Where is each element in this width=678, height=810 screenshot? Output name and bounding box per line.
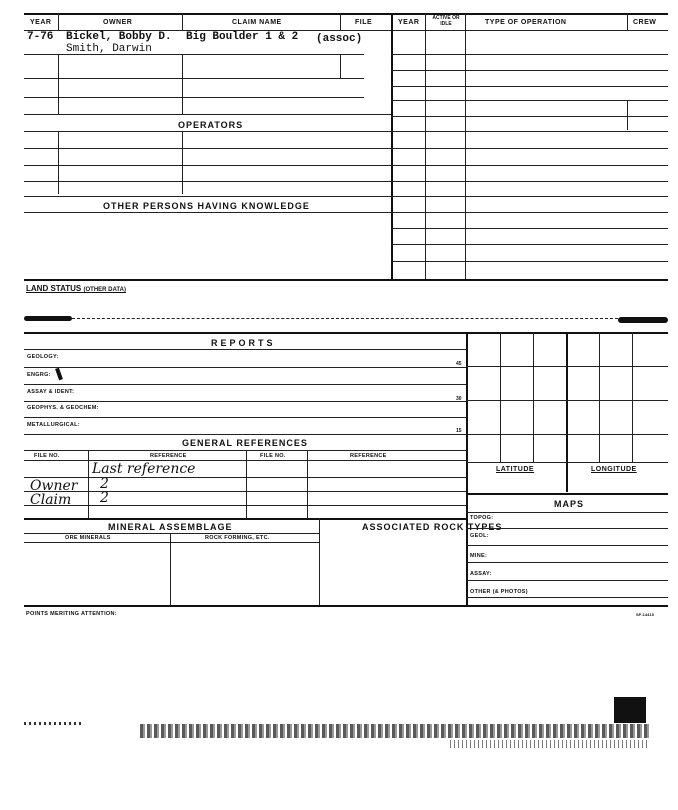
smudge	[618, 317, 668, 323]
row-rule	[24, 212, 391, 213]
row-rule	[24, 505, 466, 506]
row-rule	[24, 165, 391, 166]
handwritten-claim-value: 2	[100, 490, 109, 506]
row-rule	[391, 196, 668, 197]
divider	[307, 450, 308, 518]
row-rule	[391, 228, 668, 229]
report-label-geophys: GEOPHYS. & GEOCHEM:	[27, 405, 99, 411]
row-rule	[24, 401, 466, 402]
divider	[58, 54, 59, 114]
land-status-title: LAND STATUS	[26, 284, 82, 293]
divider	[340, 13, 341, 30]
operators-title: OPERATORS	[178, 120, 244, 130]
entry-claim-note: (assoc)	[316, 33, 363, 45]
grid-line	[466, 366, 668, 367]
row-rule	[466, 597, 668, 598]
smudge	[24, 316, 72, 321]
ore-minerals-header: ORE MINERALS	[65, 535, 111, 541]
grid-line	[599, 332, 600, 462]
divider	[319, 518, 320, 605]
report-num: 15	[456, 428, 462, 434]
scan-noise	[140, 724, 650, 738]
row-rule	[24, 196, 391, 197]
grid-line	[566, 332, 568, 492]
divider	[340, 54, 341, 79]
maps-title: MAPS	[554, 499, 585, 509]
map-assay-label: ASSAY:	[470, 571, 492, 577]
center-divider	[466, 332, 468, 605]
row-rule	[391, 86, 668, 87]
entry-year: 7-76	[27, 31, 54, 43]
gr-reference2-header: REFERENCE	[350, 453, 387, 459]
gr-file-no2-header: FILE NO.	[260, 453, 286, 459]
row-rule	[24, 78, 364, 79]
longitude-label: LONGITUDE	[591, 466, 637, 473]
row-rule	[466, 580, 668, 581]
section-rule	[24, 518, 466, 520]
row-rule	[24, 97, 364, 98]
divider	[627, 100, 628, 130]
row-rule	[466, 562, 668, 563]
section-rule	[24, 279, 668, 281]
map-mine-label: MINE:	[470, 553, 488, 559]
gr-file-no-header: FILE NO.	[34, 453, 60, 459]
row-rule	[466, 512, 668, 513]
scan-mark	[614, 697, 646, 723]
report-label-assay: ASSAY & IDENT:	[27, 389, 75, 395]
row-rule	[24, 131, 391, 132]
scan-noise	[24, 722, 84, 725]
row-rule	[391, 261, 668, 262]
row-rule	[24, 450, 466, 451]
row-rule	[24, 114, 391, 115]
entry-owner-2: Smith, Darwin	[66, 43, 152, 55]
col-file-header: FILE	[355, 19, 373, 26]
row-rule	[466, 545, 668, 546]
row-rule	[391, 131, 668, 132]
row-rule	[24, 533, 319, 534]
row-rule	[24, 460, 466, 461]
report-label-geology: GEOLOGY:	[27, 354, 59, 360]
row-rule	[24, 148, 391, 149]
grid-line	[466, 462, 668, 463]
row-rule	[24, 491, 466, 492]
scan-noise	[450, 740, 650, 748]
gr-reference-header: REFERENCE	[150, 453, 187, 459]
row-rule	[391, 244, 668, 245]
row-rule	[391, 165, 668, 166]
col-year-header: YEAR	[30, 19, 52, 26]
map-geol-label: GEOL:	[470, 533, 489, 539]
section-rule	[24, 332, 668, 334]
general-references-title: GENERAL REFERENCES	[182, 438, 308, 448]
col-year2-header: YEAR	[398, 19, 420, 26]
entry-owner: Bickel, Bobby D.	[66, 31, 172, 43]
grid-line	[466, 434, 668, 435]
divider	[182, 54, 183, 114]
center-divider	[391, 13, 393, 279]
handwritten-reference: Last reference	[92, 461, 196, 477]
row-rule	[391, 181, 668, 182]
row-rule	[24, 181, 391, 182]
report-label-metallurgical: METALLURGICAL:	[27, 422, 80, 428]
divider	[182, 131, 183, 194]
col-type-of-operation-header: TYPE OF OPERATION	[485, 19, 567, 26]
col-owner-header: OWNER	[103, 19, 133, 26]
reports-title: REPORTS	[211, 338, 276, 348]
report-num: 45	[456, 361, 462, 367]
map-other-label: OTHER (& PHOTOS)	[470, 589, 528, 595]
row-rule	[24, 542, 319, 543]
row-rule	[24, 477, 466, 478]
col-active-idle-header: ACTIVE OR IDLE	[432, 15, 460, 27]
row-rule	[24, 384, 466, 385]
row-rule	[24, 54, 364, 55]
row-rule	[466, 528, 668, 529]
rock-forming-header: ROCK FORMING, ETC.	[205, 535, 270, 541]
row-rule	[391, 148, 668, 149]
points-meriting-attention-label: POINTS MERITING ATTENTION:	[26, 611, 117, 617]
associated-rock-types-title: ASSOCIATED ROCK TYPES	[362, 522, 503, 532]
land-status-label	[26, 284, 126, 293]
dashed-rule	[72, 318, 618, 319]
divider	[88, 450, 89, 518]
other-persons-title: OTHER PERSONS HAVING KNOWLEDGE	[103, 201, 310, 211]
entry-claim-name: Big Boulder 1 & 2	[186, 31, 299, 43]
divider	[182, 13, 183, 30]
row-rule	[24, 367, 466, 368]
map-topog-label: TOPOG:	[470, 515, 494, 521]
form-code: SP-14415	[636, 612, 654, 617]
divider	[246, 450, 247, 518]
grid-line	[500, 332, 501, 462]
divider	[170, 533, 171, 605]
latitude-label: LATITUDE	[496, 466, 535, 473]
divider	[465, 13, 466, 279]
grid-line	[632, 332, 633, 462]
report-label-engrg: ENGRG:	[27, 372, 51, 378]
divider	[627, 13, 628, 30]
row-rule	[391, 54, 668, 55]
col-crew-header: CREW	[633, 19, 657, 26]
grid-line	[466, 400, 668, 401]
section-rule	[466, 493, 668, 495]
divider	[425, 13, 426, 279]
ink-mark	[55, 368, 63, 381]
divider	[58, 13, 59, 30]
top-rule	[24, 13, 668, 15]
section-rule	[24, 605, 668, 607]
report-num: 30	[456, 396, 462, 402]
handwritten-owner: Owner	[30, 478, 78, 494]
row-rule	[391, 212, 668, 213]
row-rule	[391, 70, 668, 71]
col-claim-name-header: CLAIM NAME	[232, 19, 282, 26]
row-rule	[24, 349, 466, 350]
row-rule	[24, 417, 466, 418]
handwritten-claim: Claim	[30, 492, 72, 508]
land-status-sub: (OTHER DATA)	[83, 287, 126, 293]
handwritten-owner-value: 2	[100, 476, 109, 492]
grid-line	[533, 332, 534, 462]
mineral-assemblage-title: MINERAL ASSEMBLAGE	[108, 522, 233, 532]
divider	[58, 131, 59, 194]
row-rule	[24, 434, 466, 435]
